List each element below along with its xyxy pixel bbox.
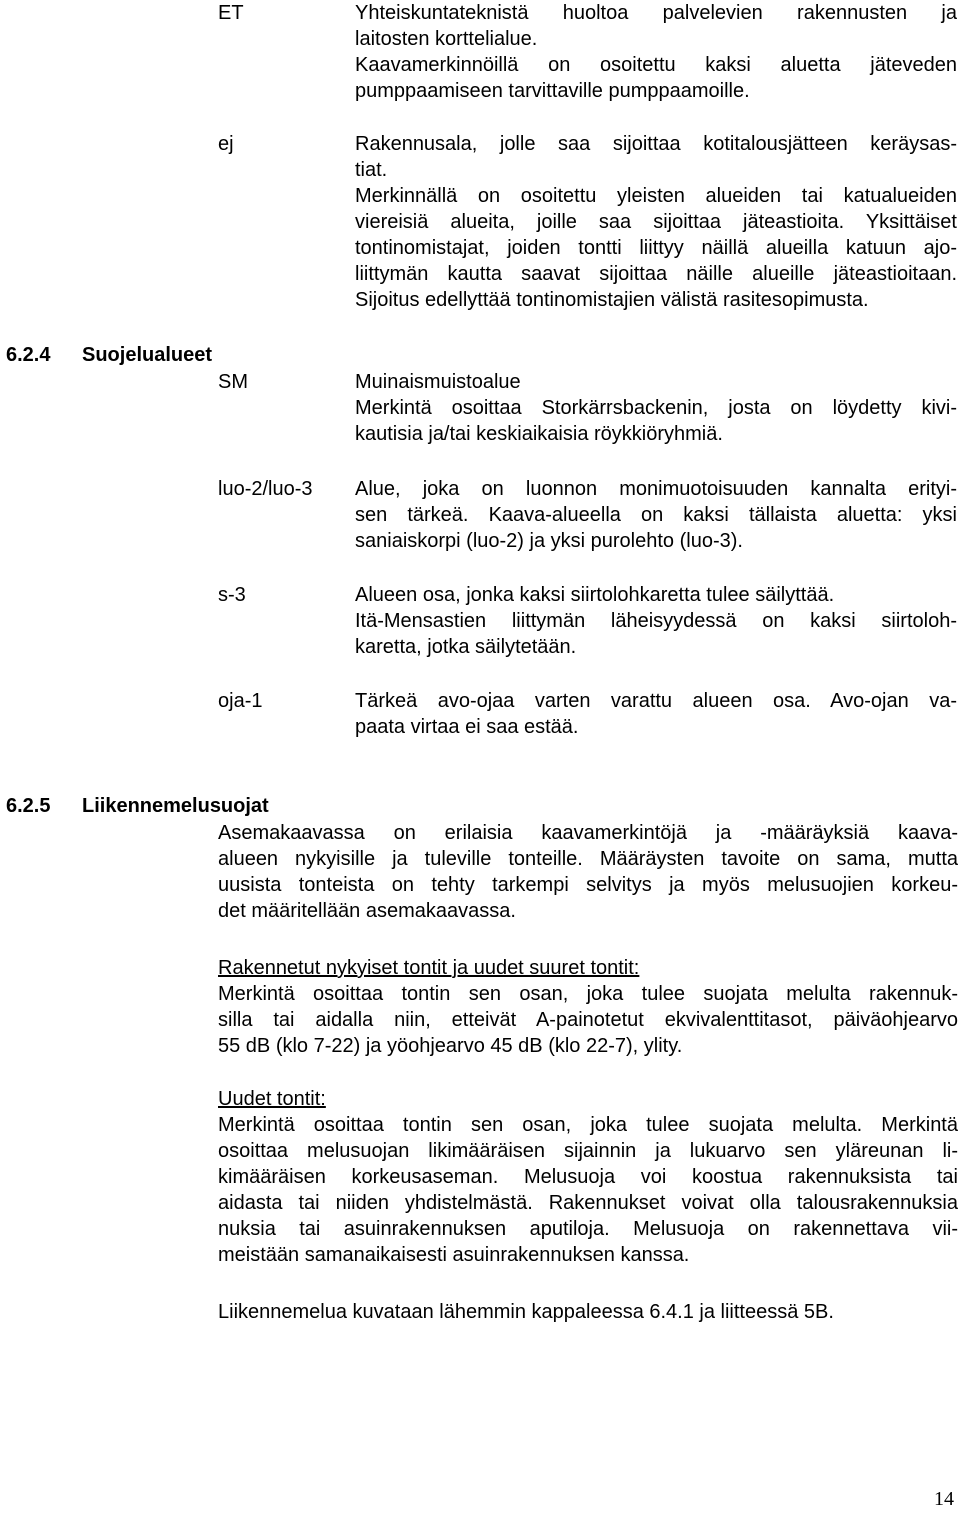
intro-line: alueen nykyisille ja tuleville tonteille. Määräysten tavoite on sama, mutta — [218, 848, 958, 870]
section-625-heading — [6, 793, 269, 819]
section-title: Liikennemelusuojat — [82, 795, 269, 817]
desc-ej-line: Rakennusala, jolle saa sijoittaa kotitalousjätteen keräysas- — [355, 133, 957, 155]
desc-s3-line: karetta, jotka säilytetään. — [355, 636, 577, 658]
code-sm: SM — [218, 371, 248, 393]
desc-ej-line: tiat. — [355, 159, 388, 181]
desc-et-line: pumppaamiseen tarvittaville pumppaamoille. — [355, 80, 750, 102]
closing-paragraph: Liikennemelua kuvataan lähemmin kappaleessa 6.4.1 ja liitteessä 5B. — [218, 1301, 834, 1323]
desc-ej-line: Sijoitus edellyttää tontinomistajien välistä rasitesopimusta. — [355, 289, 869, 311]
desc-s3-line: Itä-Mensastien liittymän läheisyydessä on kaksi siirtoloh- — [355, 610, 957, 632]
desc-sm-line: Merkintä osoittaa Storkärrsbackenin, josta on löydetty kivi- — [355, 397, 957, 419]
desc-oja-line: paata virtaa ei saa estää. — [355, 716, 579, 738]
desc-s3-line: Alueen osa, jonka kaksi siirtolohkaretta tulee säilyttää. — [355, 584, 835, 606]
new-plots-heading: Uudet tontit: — [218, 1088, 326, 1110]
section-number: 6.2.5 — [6, 795, 51, 817]
code-oja: oja-1 — [218, 690, 263, 712]
built-line: Merkintä osoittaa tontin sen osan, joka tulee suojata melulta rakennuk- — [218, 983, 958, 1005]
code-s3: s-3 — [218, 584, 246, 606]
intro-line: Asemakaavassa on erilaisia kaavamerkintöjä ja -määräyksiä kaava- — [218, 822, 958, 844]
desc-luo-line: sen tärkeä. Kaava-alueella on kaksi tällaista aluetta: yksi — [355, 504, 957, 526]
built-plots-block — [218, 955, 958, 1059]
new-line: nuksia tai asuinrakennuksen aputiloja. Melusuoja on rakennettava vii- — [218, 1218, 958, 1240]
new-line: Merkintä osoittaa tontin sen osan, joka tulee suojata melulta. Merkintä — [218, 1114, 958, 1136]
desc-sm — [355, 369, 957, 447]
desc-sm-line: kautisia ja/tai keskiaikaisia röykkiöryhmiä. — [355, 423, 723, 445]
code-luo: luo-2/luo-3 — [218, 478, 313, 500]
desc-sm-line: Muinaismuistoalue — [355, 371, 521, 393]
desc-luo-line: saniaiskorpi (luo-2) ja yksi purolehto (luo-3). — [355, 530, 743, 552]
desc-luo-line: Alue, joka on luonnon monimuotoisuuden kannalta erityi- — [355, 478, 957, 500]
built-line: silla tai aidalla niin, etteivät A-painotetut ekvivalenttitasot, päiväohjearvo — [218, 1009, 958, 1031]
desc-ej-line: liittymän kautta saavat sijoittaa näille alueille jäteastioitaan. — [355, 263, 957, 285]
new-line: osoittaa melusuojan likimääräisen sijainnin ja lukuarvo sen yläreunan li- — [218, 1140, 958, 1162]
code-ej: ej — [218, 133, 234, 155]
section-625-intro — [218, 820, 958, 924]
code-et: ET — [218, 2, 244, 24]
section-624-heading — [6, 342, 212, 368]
intro-line: uusista tonteista on tehty tarkempi selvitys ja myös melusuojien korkeu- — [218, 874, 958, 896]
desc-ej-line: tontinomistajat, joiden tontti liittyy näillä alueilla katuun ajo- — [355, 237, 957, 259]
new-line: kimääräisen korkeusaseman. Melusuoja voi koostua rakennuksista tai — [218, 1166, 958, 1188]
desc-s3 — [355, 582, 957, 660]
new-plots-block — [218, 1086, 958, 1268]
new-line: meistään samanaikaisesti asuinrakennuksen kanssa. — [218, 1244, 690, 1266]
desc-luo — [355, 476, 957, 554]
new-line: aidasta tai niiden yhdistelmästä. Rakennukset voivat olla talousrakennuksia — [218, 1192, 958, 1214]
desc-ej-line: viereisiä alueita, joille saa sijoittaa jäteastioita. Yksittäiset — [355, 211, 957, 233]
desc-oja — [355, 688, 957, 740]
desc-et-line: Yhteiskuntateknistä huoltoa palvelevien rakennusten ja — [355, 2, 957, 24]
desc-oja-line: Tärkeä avo-ojaa varten varattu alueen osa. Avo-ojan va- — [355, 690, 957, 712]
page-number: 14 — [934, 1488, 954, 1510]
desc-et-line: Kaavamerkinnöillä on osoitettu kaksi aluetta jäteveden — [355, 54, 957, 76]
section-title: Suojelualueet — [82, 344, 213, 366]
built-plots-heading: Rakennetut nykyiset tontit ja uudet suuret tontit: — [218, 957, 640, 979]
desc-ej — [355, 131, 957, 313]
desc-et — [355, 0, 957, 104]
intro-line: det määritellään asemakaavassa. — [218, 900, 516, 922]
desc-et-line: laitosten korttelialue. — [355, 28, 538, 50]
section-number: 6.2.4 — [6, 344, 51, 366]
built-line: 55 dB (klo 7-22) ja yöohjearvo 45 dB (klo 22-7), ylity. — [218, 1035, 683, 1057]
desc-ej-line: Merkinnällä on osoitettu yleisten alueiden tai katualueiden — [355, 185, 957, 207]
